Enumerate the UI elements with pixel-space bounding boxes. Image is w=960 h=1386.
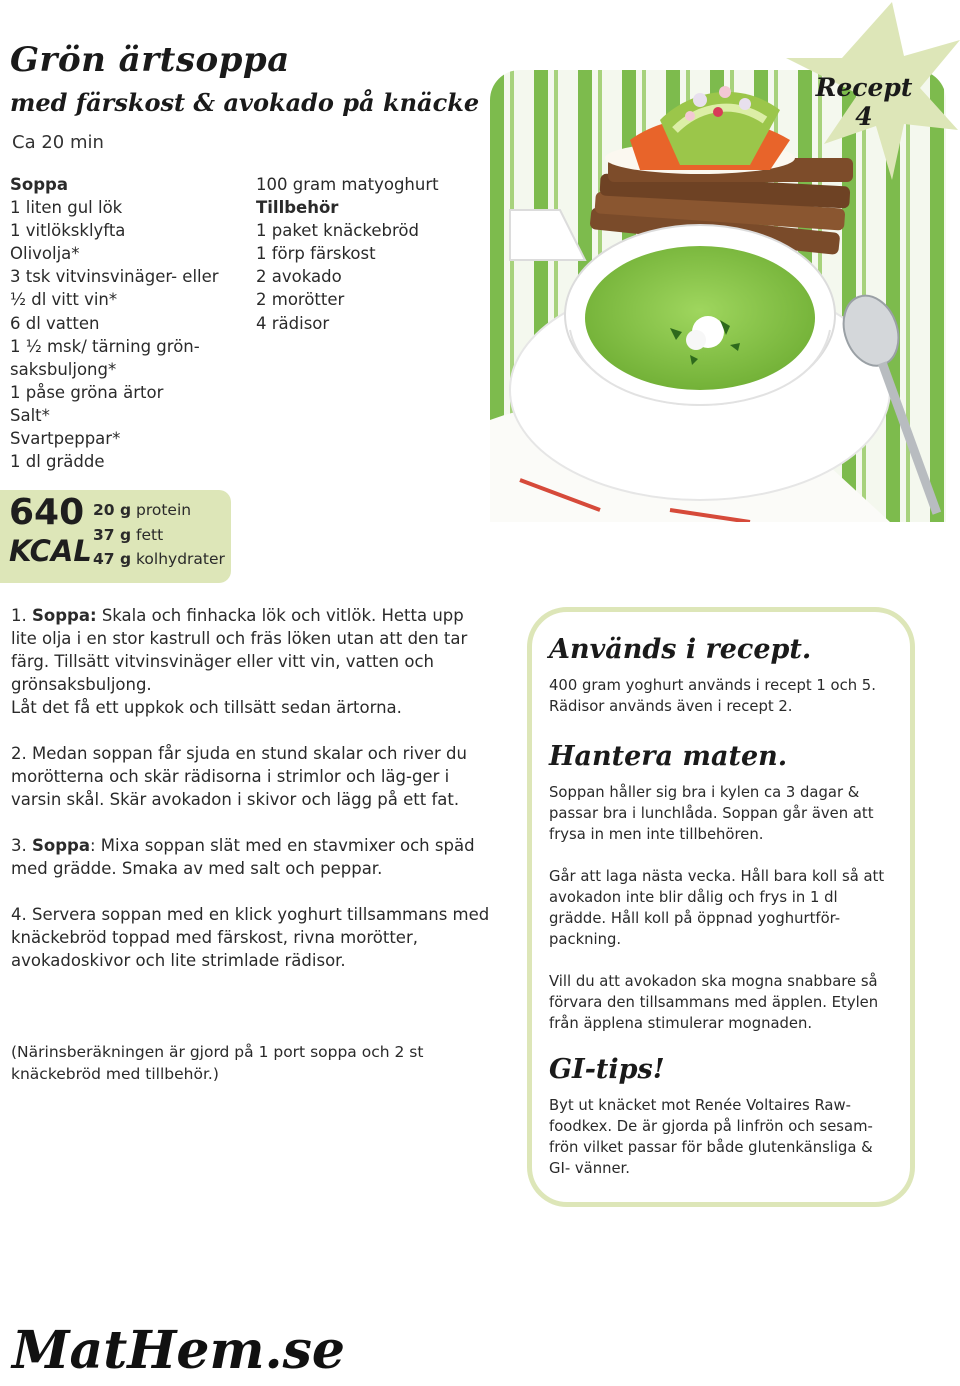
ingredient-item: 1 påse gröna ärtor xyxy=(10,382,164,402)
step-3: 3. Soppa: Mixa soppan slät med en stavmixer och späd med grädde. Smaka av med salt och peppar. xyxy=(11,836,475,878)
ingredient-item: saksbuljong* xyxy=(10,359,117,379)
step-2: 2. Medan soppan får sjuda en stund skalar och river du morötterna och skär rädisorna i strimlor och läg-ger i varsin skål. Skär avokadon i skivor och lägg på ett fat. xyxy=(11,744,467,809)
cooking-time: Ca 20 min xyxy=(12,132,104,153)
tips-heading-handle: Hantera maten. xyxy=(549,741,788,772)
ingredient-item: Svartpeppar* xyxy=(10,429,121,449)
step-4: 4. Servera soppan med en klick yoghurt tillsammans med knäckebröd toppad med färskost, rivna morötter, avokadoskivor och lite strimlade rädisor. xyxy=(11,905,490,970)
kcal-value: 640 xyxy=(9,492,85,533)
macros-list xyxy=(93,498,225,572)
ingredient-item: 100 gram matyoghurt xyxy=(256,175,439,194)
ingredient-item: Olivolja* xyxy=(10,244,80,264)
tips-box xyxy=(527,607,915,1207)
badge-number: 4 xyxy=(855,102,873,131)
badge-label: Recept xyxy=(815,73,913,102)
recipe-title: Grön ärtsoppa xyxy=(10,40,290,80)
tips-text-storage: Soppan håller sig bra i kylen ca 3 dagar & passar bra i lunchlåda. Soppan går även att frysa in men inte tillbehören. xyxy=(549,784,874,843)
ingredient-item: 3 tsk vitvinsvinäger- eller xyxy=(10,267,219,287)
ingredient-item: 1 vitlöksklyfta xyxy=(10,221,126,241)
ingredient-item: 4 rädisor xyxy=(256,313,330,333)
ingredient-item: 2 morötter xyxy=(256,290,345,310)
ingredients-heading-soup: Soppa xyxy=(10,175,68,194)
ingredient-item: 2 avokado xyxy=(256,267,342,287)
tips-heading-gi: GI-tips! xyxy=(549,1054,665,1085)
brand-logo[interactable]: MatHem.se xyxy=(12,1320,345,1381)
ingredient-item: ½ dl vitt vin* xyxy=(10,290,118,310)
tips-text-used: 400 gram yoghurt används i recept 1 och 5. Rädisor används även i recept 2. xyxy=(549,677,876,715)
ingredient-item: 1 paket knäckebröd xyxy=(256,221,419,241)
macro-fat: 37 g fett xyxy=(93,525,164,544)
recipe-subtitle: med färskost & avokado på knäcke xyxy=(10,88,480,117)
ingredient-item: Salt* xyxy=(10,405,50,425)
tips-text-gi: Byt ut knäcket mot Renée Voltaires Raw-foodkex. De är gjorda på linfrön och sesam-frön vilket passar för både glutenkänsliga & GI- vänner. xyxy=(549,1097,873,1177)
ingredient-item: 1 dl grädde xyxy=(10,452,105,472)
tips-text-avocado: Vill du att avokadon ska mogna snabbare så förvara den tillsammans med äpplen. Etylen från äpplena stimulerar mognaden. xyxy=(549,973,879,1032)
instructions xyxy=(11,604,491,995)
ingredient-item: 1 förp färskost xyxy=(256,244,376,264)
tips-heading-used: Används i recept. xyxy=(549,634,812,665)
ingredients-heading-sides: Tillbehör xyxy=(256,198,339,218)
ingredient-item: 6 dl vatten xyxy=(10,313,100,333)
ingredient-item: 1 liten gul lök xyxy=(10,198,123,218)
macro-carbs: 47 g kolhydrater xyxy=(93,550,225,568)
recipe-number-badge xyxy=(780,0,960,220)
nutrition-note: (Närinsberäkningen är gjord på 1 port soppa och 2 st knäckebröd med tillbehör.) xyxy=(11,1043,424,1083)
nutrition-box xyxy=(0,490,231,583)
ingredient-item: 1 ½ msk/ tärning grön- xyxy=(10,336,200,356)
kcal-unit: KCAL xyxy=(9,534,92,568)
ingredients-soup xyxy=(10,173,250,473)
ingredients-sides xyxy=(256,173,496,335)
tips-text-next-week: Går att laga nästa vecka. Håll bara koll så att avokadon inte blir dålig och frys in 1 dl grädde. Håll koll på öppnad yoghurtför-packning. xyxy=(549,868,885,948)
step-1: 1. Soppa: Skala och finhacka lök och vitlök. Hetta upp lite olja i en stor kastrull och fräs löken utan att den tar färg. Tillsätt vitvinsvinäger eller vitt vin, vatten och grönsaksbuljong. Låt det få ett uppkok och tillsätt sedan ärtorna. xyxy=(11,606,468,717)
macro-protein: 20 g protein xyxy=(93,501,192,519)
